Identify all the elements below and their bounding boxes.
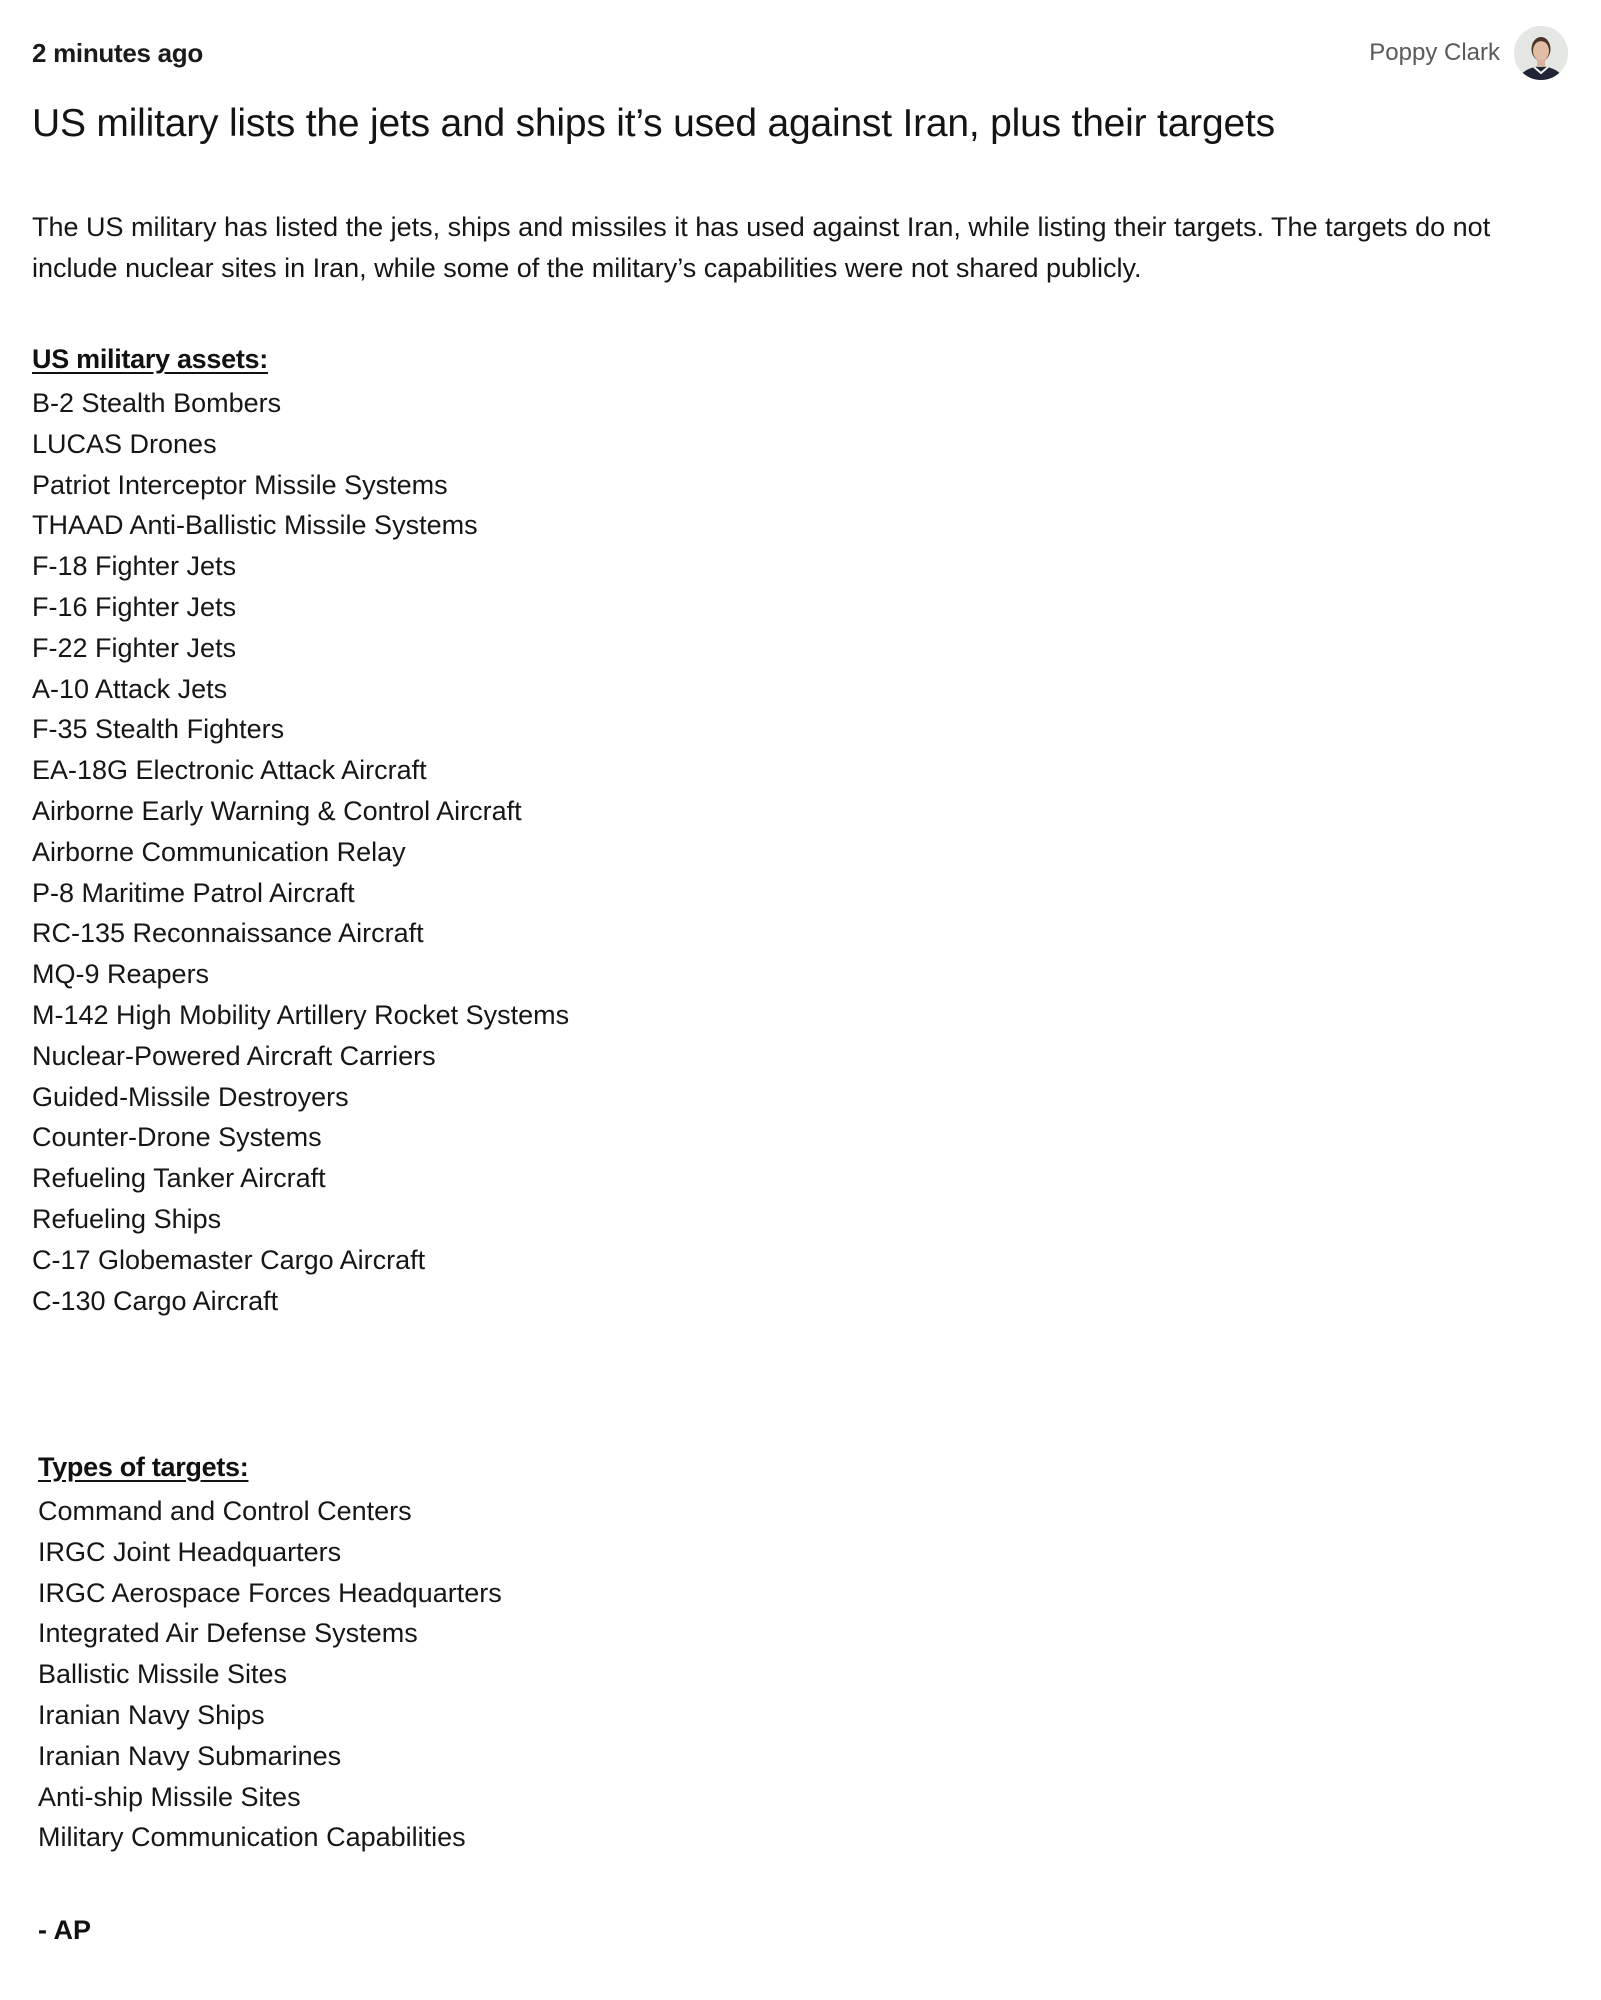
post-timestamp: 2 minutes ago bbox=[32, 38, 203, 68]
list-item: F-18 Fighter Jets bbox=[32, 551, 237, 582]
list-item: P-8 Maritime Patrol Aircraft bbox=[32, 877, 355, 908]
avatar[interactable] bbox=[1514, 26, 1568, 80]
list-item: Iranian Navy Ships bbox=[38, 1699, 265, 1730]
list-item: Refueling Ships bbox=[32, 1203, 222, 1234]
targets-heading: Types of targets: bbox=[38, 1452, 249, 1482]
post-title: US military lists the jets and ships it’s used against Iran, plus their targets bbox=[32, 102, 1275, 145]
list-item: M-142 High Mobility Artillery Rocket Systems bbox=[32, 999, 570, 1030]
list-item: C-130 Cargo Aircraft bbox=[32, 1285, 279, 1316]
list-item: C-17 Globemaster Cargo Aircraft bbox=[32, 1244, 426, 1275]
list-item: A-10 Attack Jets bbox=[32, 673, 228, 704]
list-item: IRGC Joint Headquarters bbox=[38, 1536, 342, 1567]
list-item: Guided-Missile Destroyers bbox=[32, 1081, 349, 1112]
source-credit: - AP bbox=[38, 1915, 91, 1945]
list-item: RC-135 Reconnaissance Aircraft bbox=[32, 918, 424, 949]
list-item: F-16 Fighter Jets bbox=[32, 591, 237, 622]
list-item: Airborne Early Warning & Control Aircraft bbox=[32, 795, 522, 826]
list-item: F-35 Stealth Fighters bbox=[32, 714, 285, 745]
list-item: Patriot Interceptor Missile Systems bbox=[32, 469, 448, 500]
assets-heading: US military assets: bbox=[32, 344, 268, 374]
targets-list bbox=[38, 1491, 502, 1858]
list-item: Nuclear-Powered Aircraft Carriers bbox=[32, 1040, 436, 1071]
list-item: Command and Control Centers bbox=[38, 1496, 412, 1526]
list-item: THAAD Anti-Ballistic Missile Systems bbox=[32, 510, 478, 541]
list-item: Integrated Air Defense Systems bbox=[38, 1618, 418, 1649]
author-info[interactable] bbox=[1369, 26, 1568, 80]
post-intro: The US military has listed the jets, ships and missiles it has used against Iran, while listing their targets. The targets do not include nuclear sites in Iran, while some of the military’s capabilities were not shared publicly. bbox=[32, 212, 1491, 283]
list-item: F-22 Fighter Jets bbox=[32, 632, 237, 663]
user-avatar-icon bbox=[1514, 26, 1568, 80]
list-item: IRGC Aerospace Forces Headquarters bbox=[38, 1577, 502, 1608]
list-item: LUCAS Drones bbox=[32, 428, 217, 459]
assets-list bbox=[32, 383, 569, 1321]
list-item: Iranian Navy Submarines bbox=[38, 1740, 342, 1771]
list-item: Anti-ship Missile Sites bbox=[38, 1781, 301, 1812]
list-item: Counter-Drone Systems bbox=[32, 1122, 322, 1153]
list-item: EA-18G Electronic Attack Aircraft bbox=[32, 755, 427, 786]
author-name[interactable]: Poppy Clark bbox=[1369, 39, 1500, 66]
list-item: Refueling Tanker Aircraft bbox=[32, 1163, 326, 1194]
list-item: Military Communication Capabilities bbox=[38, 1822, 466, 1853]
list-item: B-2 Stealth Bombers bbox=[32, 388, 282, 418]
list-item: Airborne Communication Relay bbox=[32, 836, 406, 867]
list-item: MQ-9 Reapers bbox=[32, 959, 210, 990]
list-item: Ballistic Missile Sites bbox=[38, 1659, 288, 1690]
